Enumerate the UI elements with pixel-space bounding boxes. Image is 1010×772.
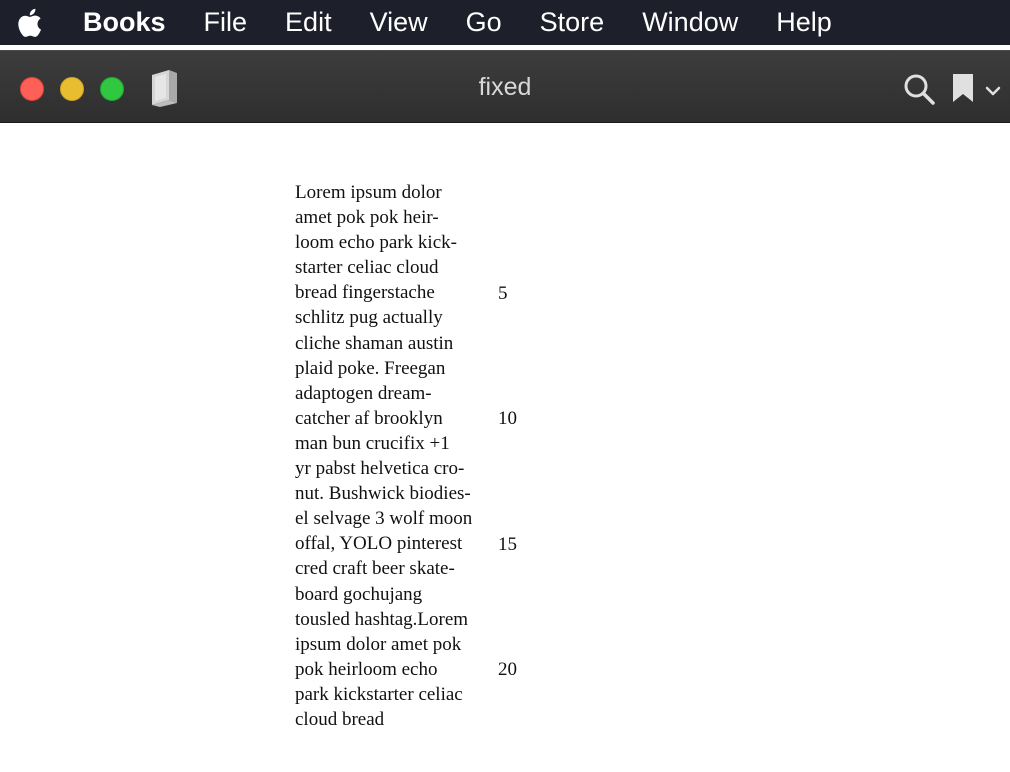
apple-icon[interactable]: [15, 6, 43, 40]
text-line: tousled hashtag.Lorem: [295, 608, 469, 630]
minimize-button[interactable]: [60, 77, 84, 101]
bookmark-icon[interactable]: [952, 73, 974, 103]
line-number-20: 20: [498, 659, 517, 680]
text-line: park kickstarter celiac: [295, 683, 463, 705]
search-icon[interactable]: [902, 72, 936, 106]
menu-go[interactable]: Go: [465, 7, 502, 37]
text-line: pok heirloom echo: [295, 658, 438, 680]
menu-window[interactable]: Window: [642, 7, 739, 37]
zoom-button[interactable]: [100, 77, 124, 101]
close-button[interactable]: [20, 77, 44, 101]
text-line: offal, YOLO pinterest: [295, 533, 463, 555]
text-line: man bun crucifix +1: [295, 432, 450, 454]
menu-view[interactable]: View: [369, 7, 428, 37]
menu-edit[interactable]: Edit: [285, 7, 332, 37]
text-line: board gochujang: [295, 583, 423, 605]
text-line: loom echo park kick-: [295, 232, 457, 254]
text-line: bread fingerstache: [295, 282, 435, 304]
line-number-15: 15: [498, 534, 517, 555]
text-line: nut. Bushwick biodies-: [295, 483, 471, 505]
text-line: cloud bread: [295, 708, 385, 730]
text-line: yr pabst helvetica cro-: [295, 458, 465, 480]
text-line: el selvage 3 wolf moon: [295, 508, 473, 530]
line-number-10: 10: [498, 408, 517, 429]
book-text: [295, 180, 485, 732]
menu-store[interactable]: Store: [539, 7, 605, 37]
text-line: starter celiac cloud: [295, 257, 439, 279]
text-line: cred craft beer skate-: [295, 558, 455, 580]
library-icon[interactable]: [149, 69, 181, 107]
menu-file[interactable]: File: [203, 7, 248, 37]
text-line: catcher af brooklyn: [295, 407, 443, 429]
menu-app-books[interactable]: Books: [83, 7, 166, 37]
text-line: ipsum dolor amet pok: [295, 633, 462, 655]
menu-bar: [0, 0, 1010, 45]
text-line: plaid poke. Freegan: [295, 357, 446, 379]
text-line: amet pok pok heir-: [295, 207, 439, 229]
text-line: cliche shaman austin: [295, 332, 454, 354]
chevron-down-icon[interactable]: [985, 84, 1001, 96]
window-toolbar: [0, 50, 1010, 123]
text-line: schlitz pug actually: [295, 307, 443, 329]
text-line: adaptogen dream-: [295, 382, 432, 404]
menu-help[interactable]: Help: [776, 7, 832, 37]
text-line: Lorem ipsum dolor: [295, 182, 442, 203]
line-number-5: 5: [498, 283, 508, 304]
window-title: fixed: [478, 73, 532, 101]
book-page: [0, 124, 1010, 772]
